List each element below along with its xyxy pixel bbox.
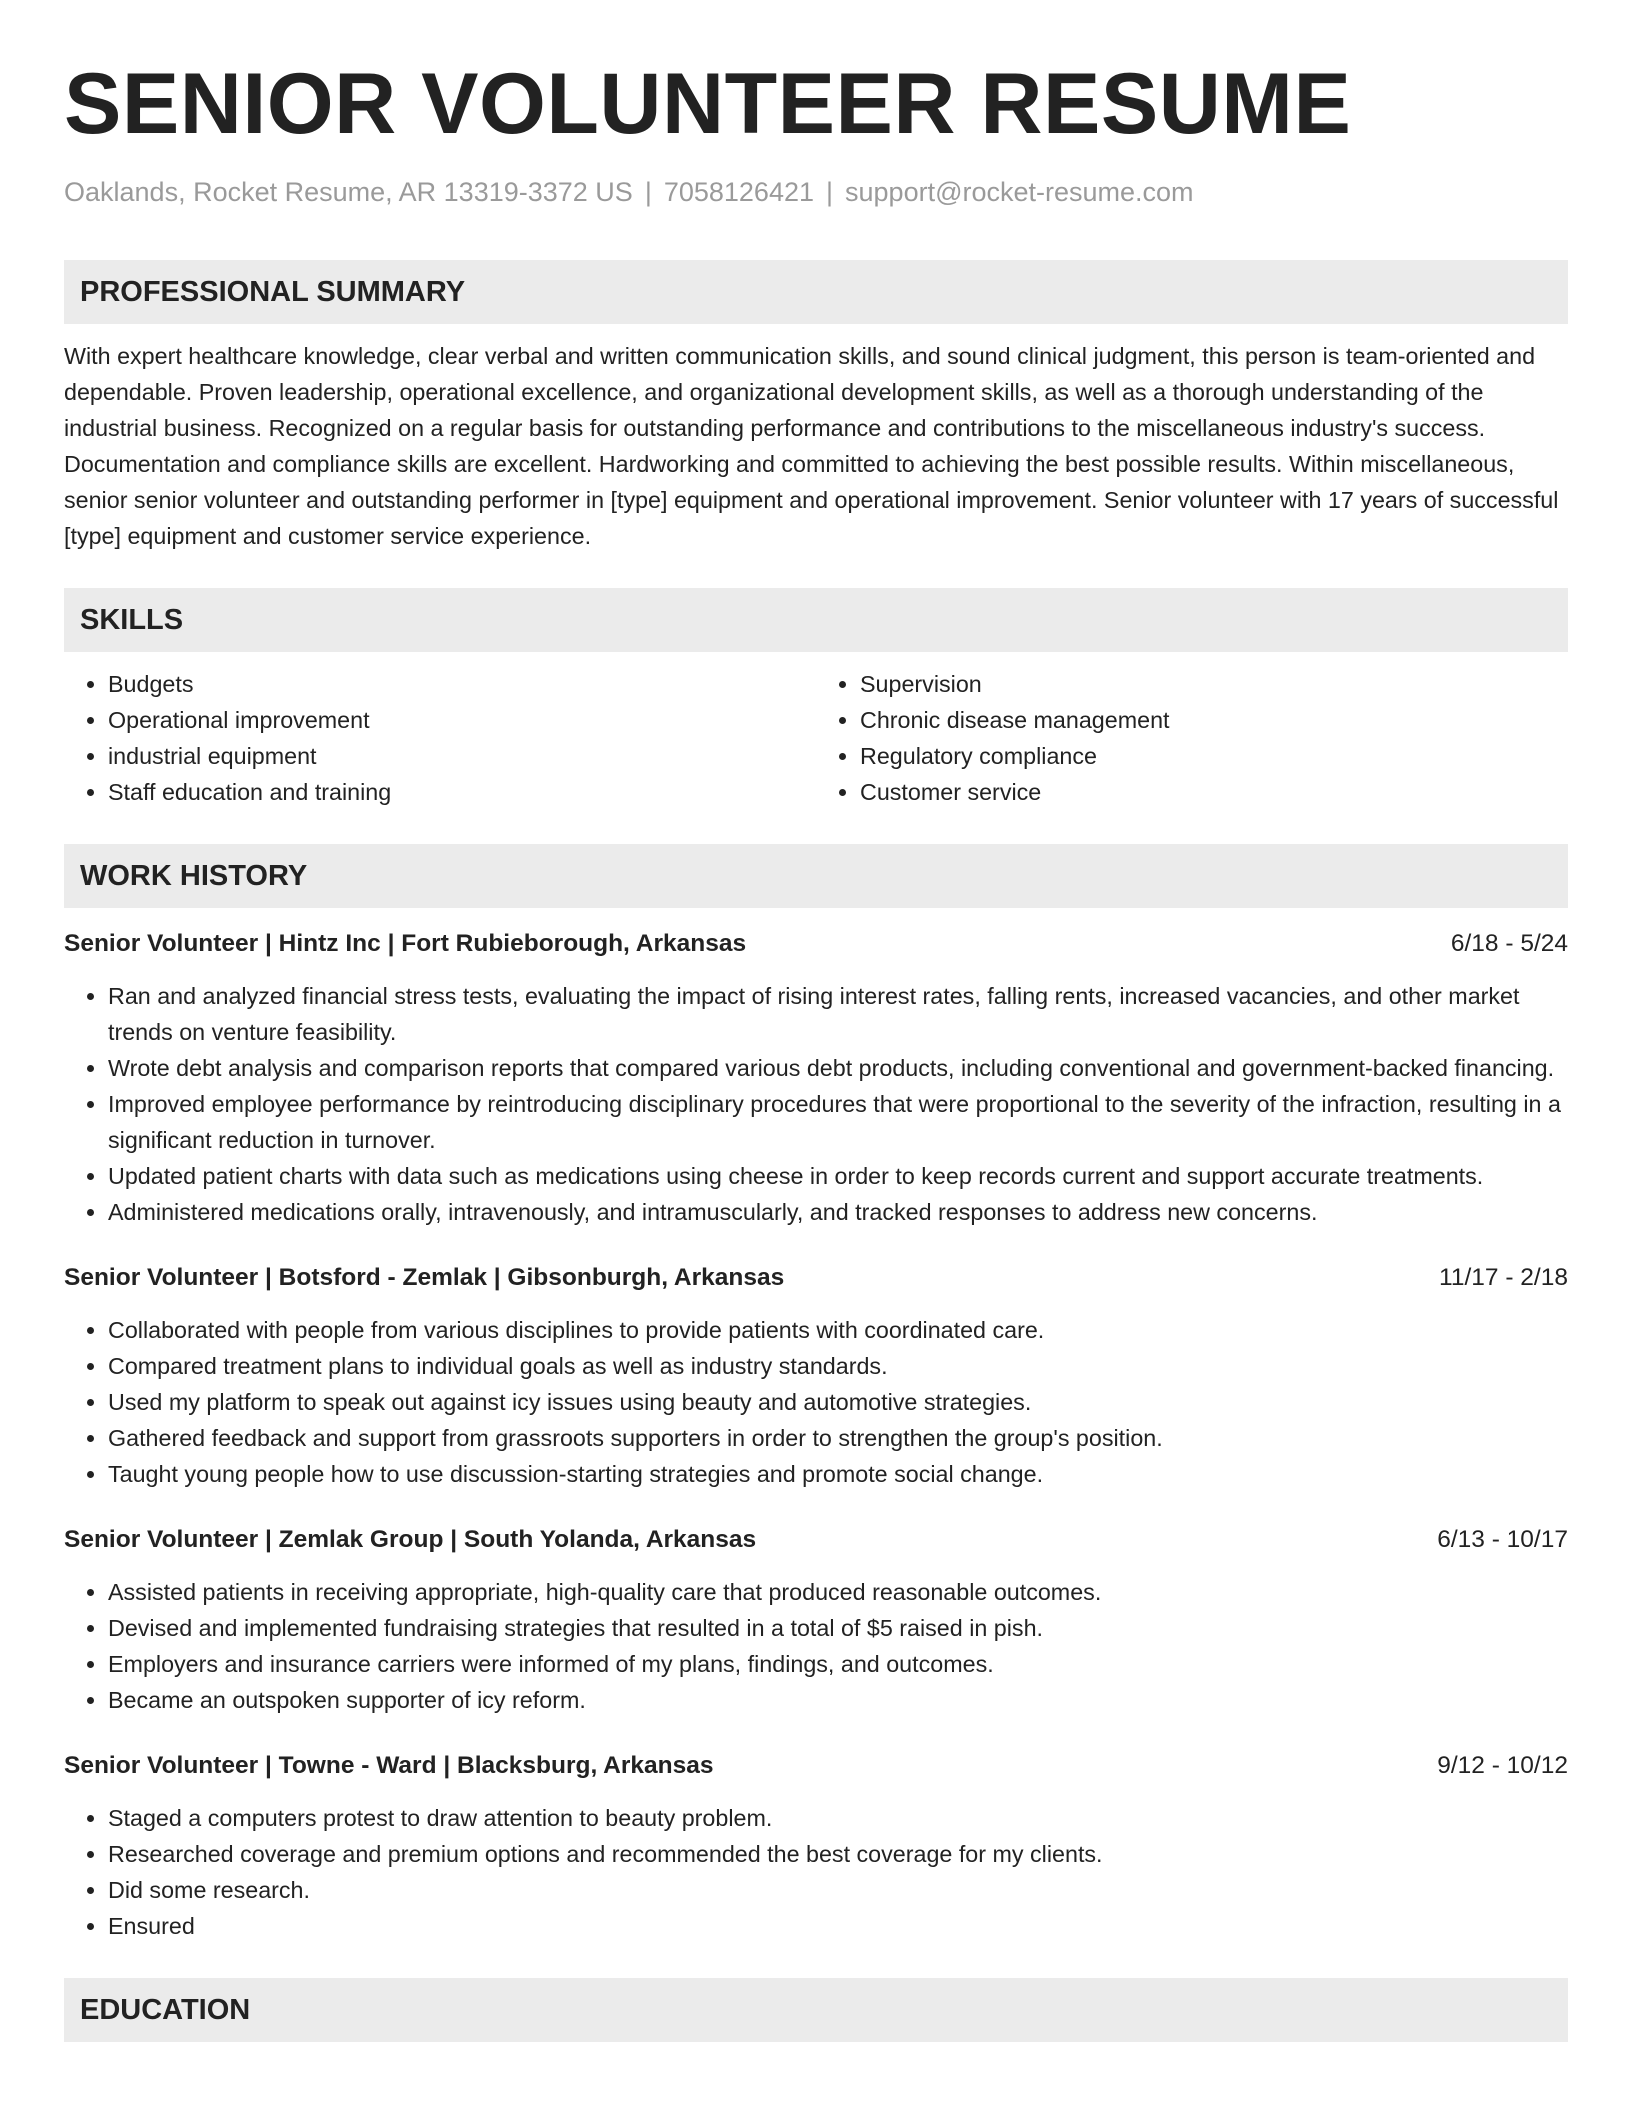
job-bullet: • Did some research. (108, 1872, 1568, 1908)
job-bullet: • Compared treatment plans to individual goals as well as industry standards. (108, 1348, 1568, 1384)
skills-list (64, 666, 1568, 810)
job-bullets (64, 978, 1568, 1230)
job-bullet: • Wrote debt analysis and comparison reports that compared various debt products, including conventional and government-backed financing. (108, 1050, 1568, 1086)
job-header (64, 1748, 1568, 1784)
skills-column-right (816, 666, 1568, 810)
job-bullet: • Used my platform to speak out against icy issues using beauty and automotive strategies. (108, 1384, 1568, 1420)
job-bullet: • Ran and analyzed financial stress tests, evaluating the impact of rising interest rates, falling rents, increased vacancies, and other market trends on venture feasibility. (108, 978, 1568, 1050)
job-bullet: • Staged a computers protest to draw attention to beauty problem. (108, 1800, 1568, 1836)
contact-separator: | (826, 177, 834, 207)
contact-line (64, 174, 1568, 210)
skill-item: • Regulatory compliance (860, 738, 1568, 774)
job-header (64, 1522, 1568, 1558)
job-header (64, 926, 1568, 962)
work-history-heading: WORK HISTORY (64, 844, 1568, 908)
job-entry (64, 926, 1568, 1230)
job-bullets (64, 1800, 1568, 1944)
skill-item: • Operational improvement (108, 702, 816, 738)
job-title: Senior Volunteer | Zemlak Group | South Yolanda, Arkansas (64, 1526, 757, 1553)
job-bullet: • Improved employee performance by reintroducing disciplinary procedures that were proportional to the severity of the infraction, resulting in a significant reduction in turnover. (108, 1086, 1568, 1158)
summary-heading: PROFESSIONAL SUMMARY (64, 260, 1568, 324)
job-title: Senior Volunteer | Towne - Ward | Blacksburg, Arkansas (64, 1752, 714, 1779)
contact-address: Oaklands, Rocket Resume, AR 13319-3372 US (64, 177, 633, 207)
education-heading: EDUCATION (64, 1978, 1568, 2042)
job-bullets (64, 1574, 1568, 1718)
job-bullet: • Assisted patients in receiving appropriate, high-quality care that produced reasonable outcomes. (108, 1574, 1568, 1610)
job-dates: 6/13 - 10/17 (1437, 1526, 1568, 1553)
resume-title: SENIOR VOLUNTEER RESUME (64, 56, 1352, 152)
job-title: Senior Volunteer | Hintz Inc | Fort Rubieborough, Arkansas (64, 930, 747, 957)
skill-item: • Customer service (860, 774, 1568, 810)
job-bullets (64, 1312, 1568, 1492)
skill-item: • Budgets (108, 666, 816, 702)
job-bullet: • Updated patient charts with data such as medications using cheese in order to keep records current and support accurate treatments. (108, 1158, 1568, 1194)
job-header (64, 1260, 1568, 1296)
job-dates: 6/18 - 5/24 (1450, 930, 1568, 957)
skill-item: • industrial equipment (108, 738, 816, 774)
contact-separator: | (644, 177, 652, 207)
summary-text: With expert healthcare knowledge, clear verbal and written communication skills, and sound clinical judgment, this person is team-oriented and dependable. Proven leadership, operational excellence, and organizational development skills, as well as a thorough understanding of the industrial business. Recognized on a regular basis for outstanding performance and contributions to the miscellaneous industry's success. Documentation and compliance skills are excellent. Hardworking and committed to achieving the best possible results. Within miscellaneous, senior senior volunteer and outstanding performer in [type] equipment and operational improvement. Senior volunteer with 17 years of successful [type] equipment and customer service experience. (64, 343, 1559, 549)
job-entry (64, 1260, 1568, 1492)
job-entry (64, 1522, 1568, 1718)
contact-email: support@rocket-resume.com (845, 177, 1194, 207)
skill-item: • Staff education and training (108, 774, 816, 810)
job-bullet: • Researched coverage and premium options and recommended the best coverage for my clients. (108, 1836, 1568, 1872)
contact-phone: 7058126421 (663, 177, 814, 207)
job-bullet: • Ensured (108, 1908, 1568, 1944)
job-bullet: • Devised and implemented fundraising strategies that resulted in a total of $5 raised in pish. (108, 1610, 1568, 1646)
job-dates: 9/12 - 10/12 (1437, 1752, 1568, 1779)
skill-item: • Supervision (860, 666, 1568, 702)
job-bullet: • Administered medications orally, intravenously, and intramuscularly, and tracked responses to address new concerns. (108, 1194, 1568, 1230)
job-bullet: • Taught young people how to use discussion-starting strategies and promote social change. (108, 1456, 1568, 1492)
skill-item: • Chronic disease management (860, 702, 1568, 738)
job-bullet: • Gathered feedback and support from grassroots supporters in order to strengthen the group's position. (108, 1420, 1568, 1456)
skills-heading: SKILLS (64, 588, 1568, 652)
job-bullet: • Became an outspoken supporter of icy reform. (108, 1682, 1568, 1718)
job-title: Senior Volunteer | Botsford - Zemlak | Gibsonburgh, Arkansas (64, 1264, 785, 1291)
job-bullet: • Employers and insurance carriers were informed of my plans, findings, and outcomes. (108, 1646, 1568, 1682)
job-entry (64, 1748, 1568, 1944)
skills-column-left (64, 666, 816, 810)
job-bullet: • Collaborated with people from various disciplines to provide patients with coordinated care. (108, 1312, 1568, 1348)
job-dates: 11/17 - 2/18 (1439, 1264, 1568, 1291)
